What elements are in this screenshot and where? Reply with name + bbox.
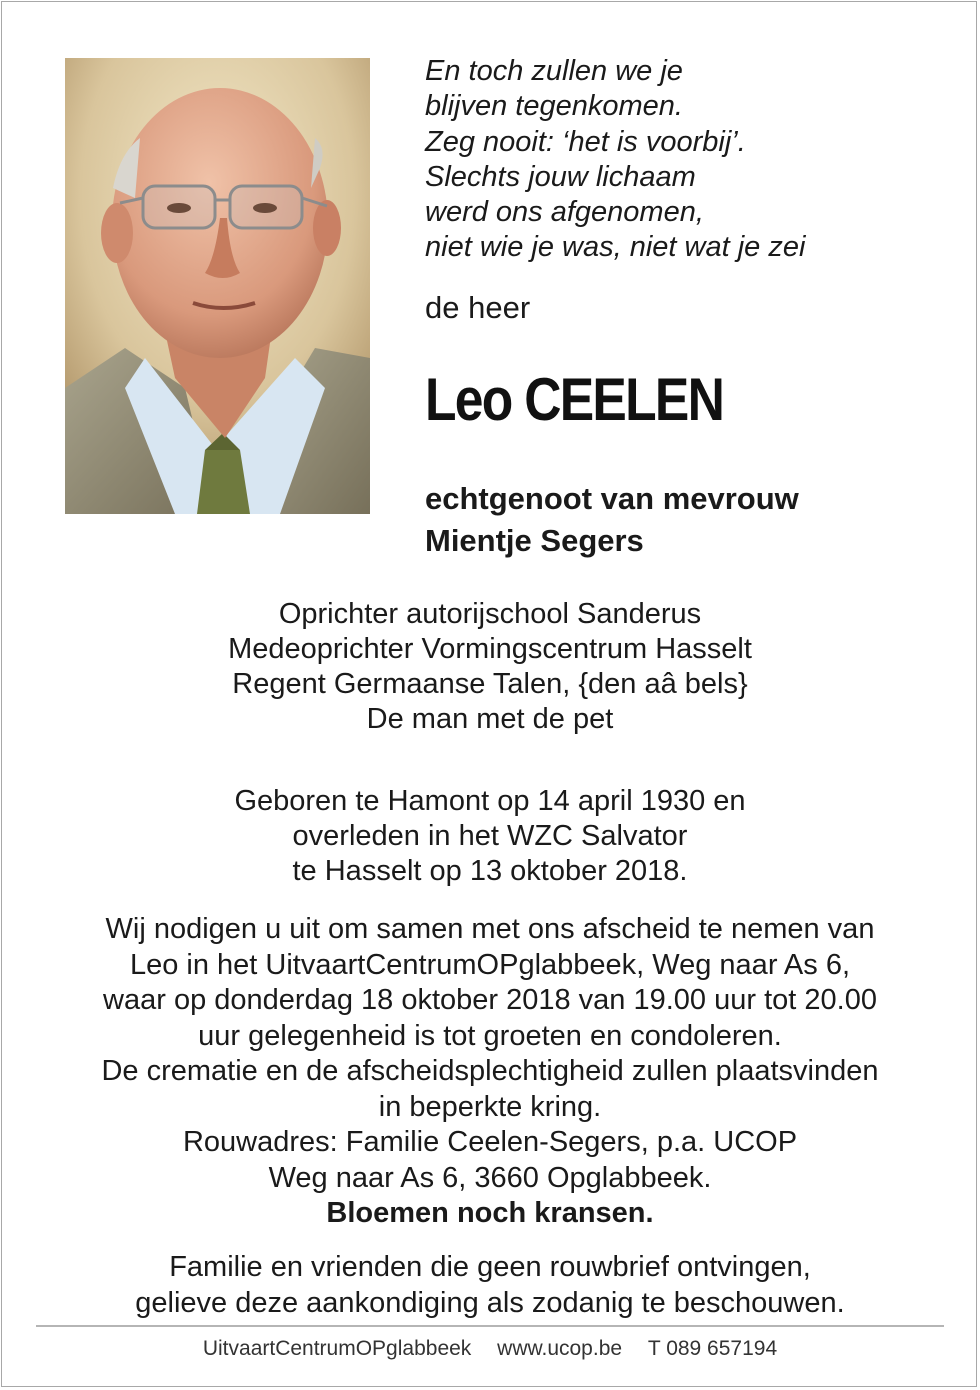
role-line: Oprichter autorijschool Sanderus — [278, 598, 702, 630]
closing-line: gelieve deze aankondiging als zodanig te beschouwen. — [135, 1287, 845, 1319]
poem-line: werd ons afgenomen, — [425, 196, 704, 229]
invitation-line: Leo in het UitvaartCentrumOPglabbeek, Weg naar As 6, — [129, 948, 851, 981]
spouse-line: echtgenoot van mevrouw — [425, 481, 799, 516]
invitation-line: De crematie en de afscheidsplechtigheid zullen plaatsvinden — [101, 1055, 879, 1087]
roles — [0, 597, 980, 737]
role-line: De man met de pet — [366, 703, 614, 735]
deceased-name: Leo CEELEN — [425, 366, 724, 433]
footer-company: UitvaartCentrumOPglabbeek — [202, 1337, 472, 1360]
birth-death-dates — [0, 784, 980, 889]
role-line: Regent Germaanse Talen, {den aâ bels} — [232, 668, 748, 700]
invitation-line: in beperkte kring. — [378, 1090, 602, 1123]
date-line: te Hasselt op 13 oktober 2018. — [292, 855, 688, 887]
salutation: de heer — [425, 290, 531, 325]
date-line: Geboren te Hamont op 14 april 1930 en — [234, 785, 746, 817]
closing-note — [0, 1249, 980, 1321]
closing-line: Familie en vrienden die geen rouwbrief ontvingen, — [169, 1251, 811, 1283]
portrait-illustration — [65, 58, 370, 514]
role-line: Medeoprichter Vormingscentrum Hasselt — [228, 633, 752, 665]
poem-line: blijven tegenkomen. — [425, 90, 683, 123]
poem-line: niet wie je was, niet wat je zei — [425, 231, 806, 264]
invitation-line: Weg naar As 6, 3660 Opglabbeek. — [268, 1161, 712, 1194]
footer-website[interactable]: www.ucop.be — [497, 1337, 623, 1360]
date-line: overleden in het WZC Salvator — [292, 820, 688, 852]
flowers-note: Bloemen noch kransen. — [326, 1197, 654, 1229]
footer — [0, 1337, 980, 1361]
poem-line: Slechts jouw lichaam — [425, 160, 696, 193]
invitation-line: waar op donderdag 18 oktober 2018 van 19.00 uur tot 20.00 — [103, 984, 877, 1016]
invitation-line: uur gelegenheid is tot groeten en condoleren. — [198, 1019, 782, 1052]
spouse-name: Mientje Segers — [425, 523, 644, 558]
poem — [425, 54, 945, 266]
poem-line: Zeg nooit: ‘het is voorbij’. — [425, 125, 746, 158]
footer-phone: T 089 657194 — [647, 1337, 778, 1360]
footer-divider — [36, 1325, 944, 1327]
invitation-line: Rouwadres: Familie Ceelen-Segers, p.a. UCOP — [182, 1126, 798, 1158]
portrait-photo — [65, 58, 370, 514]
invitation-line: Wij nodigen u uit om samen met ons afscheid te nemen van — [105, 913, 875, 945]
invitation — [0, 912, 980, 1232]
poem-line: En toch zullen we je — [425, 55, 683, 87]
spouse-info — [425, 478, 799, 562]
